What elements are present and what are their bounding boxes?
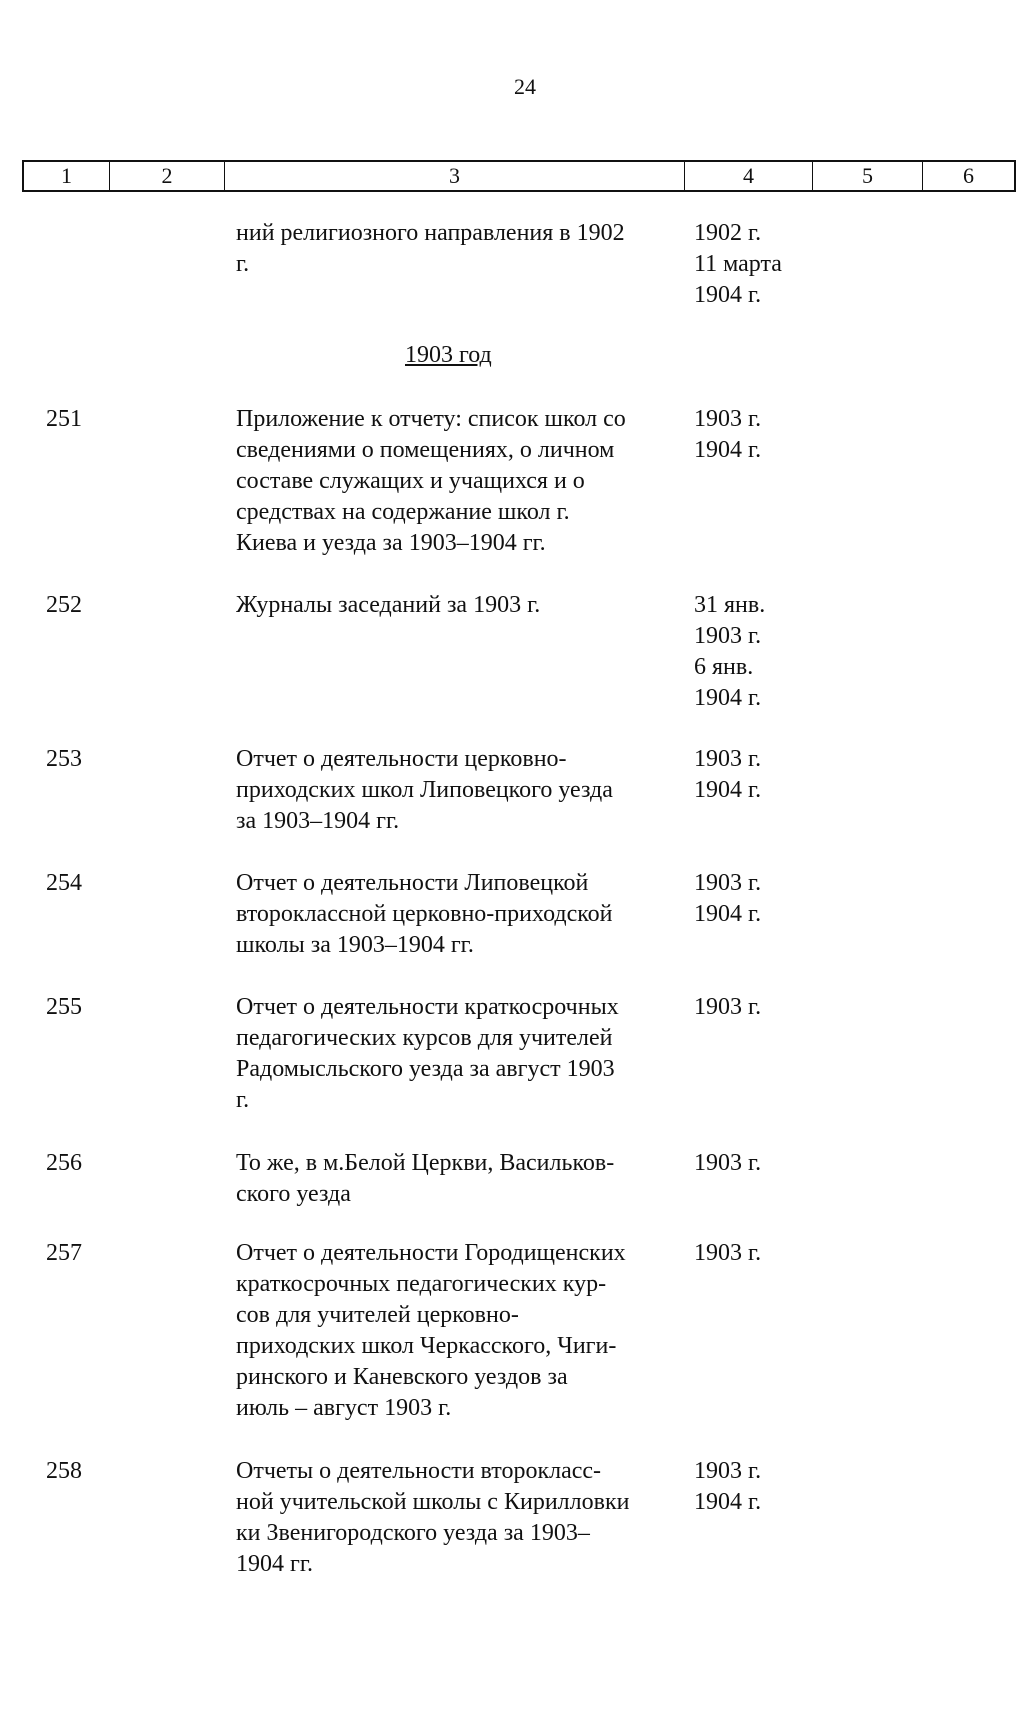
title-line: ки Звенигородского уезда за 1903– [236, 1520, 590, 1546]
title-line: педагогических курсов для учителей [236, 1025, 613, 1051]
date-line: 1903 г. [694, 1240, 762, 1266]
entry-title [236, 744, 676, 837]
entry-dates [694, 590, 834, 714]
entry-dates [694, 404, 834, 466]
title-line: июль – август 1903 г. [236, 1395, 452, 1421]
title-line: г. [236, 1087, 250, 1113]
column-header-4: 4 [684, 162, 812, 190]
date-line: 1903 г. [694, 994, 762, 1020]
title-line: Отчет о деятельности краткосрочных [236, 994, 619, 1020]
title-line: приходских школ Черкасского, Чиги- [236, 1333, 617, 1359]
entry-title [236, 218, 676, 280]
column-header-2: 2 [109, 162, 224, 190]
date-line: 1904 г. [694, 901, 762, 927]
date-line: 1903 г. [694, 870, 762, 896]
title-line: Радомысльского уезда за август 1903 [236, 1056, 615, 1082]
title-line: сов для учителей церковно- [236, 1302, 519, 1328]
date-line: 1904 г. [694, 685, 762, 711]
title-line: краткосрочных педагогических кур- [236, 1271, 607, 1297]
entry-dates [694, 992, 834, 1023]
entry-dates [694, 1148, 834, 1179]
title-line: школы за 1903–1904 гг. [236, 932, 474, 958]
entry-number: 256 [46, 1150, 82, 1176]
date-line: 1904 г. [694, 777, 762, 803]
column-header-1: 1 [61, 163, 72, 188]
date-line: 1904 г. [694, 282, 762, 308]
entry-dates [694, 1456, 834, 1518]
date-line: 1902 г. [694, 220, 762, 246]
entry-title [236, 590, 676, 621]
column-header-6: 6 [922, 162, 1014, 190]
entry-title [236, 1456, 676, 1580]
entry-dates [694, 744, 834, 806]
title-line: То же, в м.Белой Церкви, Васильков- [236, 1150, 615, 1176]
title-line: Журналы заседаний за 1903 г. [236, 592, 541, 618]
date-line: 1903 г. [694, 1150, 762, 1176]
entry-title [236, 992, 676, 1116]
title-line: Отчет о деятельности церковно- [236, 746, 567, 772]
entry-number: 255 [46, 994, 82, 1020]
entry-dates [694, 1238, 834, 1269]
entry-title [236, 1238, 676, 1424]
date-line: 1903 г. [694, 746, 762, 772]
date-line: 31 янв. [694, 592, 766, 618]
column-header-3: 3 [224, 162, 684, 190]
entry-number: 252 [46, 592, 82, 618]
title-line: сведениями о помещениях, о личном [236, 437, 615, 463]
entry-number: 251 [46, 406, 82, 432]
entry-dates [694, 868, 834, 930]
title-line: за 1903–1904 гг. [236, 808, 400, 834]
title-line: Отчет о деятельности Городищенских [236, 1240, 626, 1266]
title-line: Приложение к отчету: список школ со [236, 406, 626, 432]
date-line: 1903 г. [694, 1458, 762, 1484]
entry-number: 258 [46, 1458, 82, 1484]
title-line: ского уезда [236, 1181, 351, 1207]
title-line: ний религиозного направления в 1902 [236, 220, 625, 246]
title-line: 1904 гг. [236, 1551, 313, 1577]
title-line: г. [236, 251, 250, 277]
entry-title [236, 868, 676, 961]
title-line: Отчеты о деятельности второкласс- [236, 1458, 602, 1484]
date-line: 1904 г. [694, 1489, 762, 1515]
column-header-row [22, 160, 1016, 192]
title-line: ринского и Каневского уездов за [236, 1364, 568, 1390]
page-number: 24 [514, 74, 536, 99]
title-line: Отчет о деятельности Липовецкой [236, 870, 589, 896]
title-line: Киева и уезда за 1903–1904 гг. [236, 530, 546, 556]
title-line: приходских школ Липовецкого уезда [236, 777, 613, 803]
entry-title [236, 1148, 676, 1210]
title-line: второклассной церковно-приходской [236, 901, 613, 927]
date-line: 1903 г. [694, 623, 762, 649]
date-line: 11 марта [694, 251, 782, 277]
entry-dates [694, 218, 834, 311]
column-header-5: 5 [812, 162, 922, 190]
entry-title [236, 404, 676, 559]
entry-number: 253 [46, 746, 82, 772]
title-line: ной учительской школы с Кирилловки [236, 1489, 630, 1515]
date-line: 1904 г. [694, 437, 762, 463]
entry-number: 257 [46, 1240, 82, 1266]
title-line: средствах на содержание школ г. [236, 499, 570, 525]
entry-number: 254 [46, 870, 82, 896]
date-line: 6 янв. [694, 654, 754, 680]
title-line: составе служащих и учащихся и о [236, 468, 585, 494]
date-line: 1903 г. [694, 406, 762, 432]
section-heading: 1903 год [405, 342, 492, 368]
